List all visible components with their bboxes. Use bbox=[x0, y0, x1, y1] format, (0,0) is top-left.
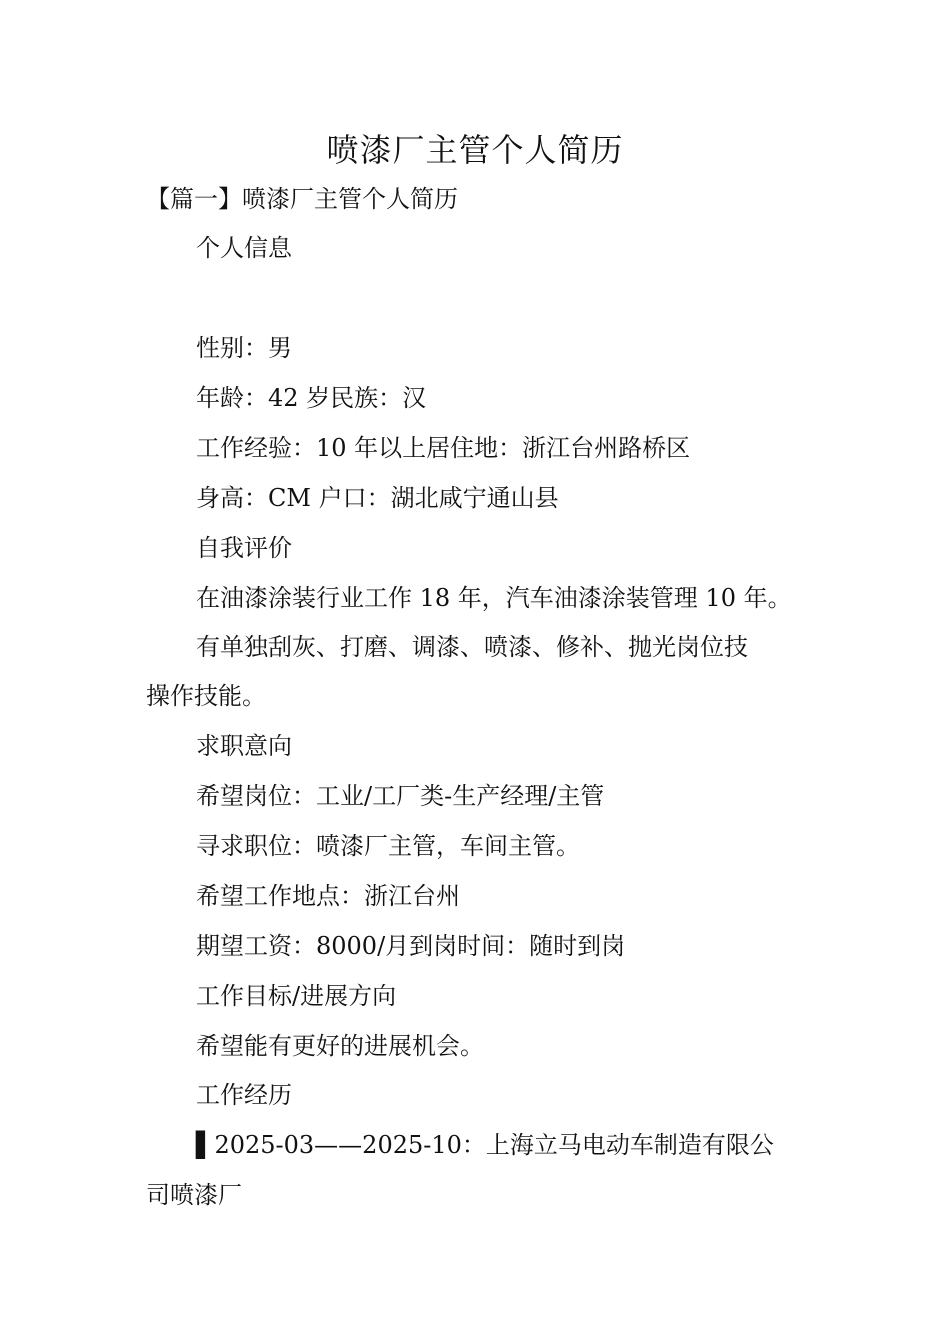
work-history-heading: 工作经历 bbox=[196, 1081, 292, 1109]
gender-line: 性别：男 bbox=[196, 334, 292, 362]
experience-residence-line: 工作经验：10 年以上居住地：浙江台州路桥区 bbox=[196, 434, 691, 462]
seeking-position-line: 寻求职位：喷漆厂主管，车间主管。 bbox=[196, 832, 580, 860]
work-entry-line-continued: 司喷漆厂 bbox=[146, 1181, 242, 1209]
desired-position-line: 希望岗位：工业/工厂类-生产经理/主管 bbox=[196, 782, 605, 810]
personal-info-heading: 个人信息 bbox=[196, 234, 292, 262]
section-heading: 【篇一】喷漆厂主管个人简历 bbox=[146, 185, 458, 213]
career-goal-text: 希望能有更好的进展机会。 bbox=[196, 1032, 484, 1060]
career-goal-heading: 工作目标/进展方向 bbox=[196, 982, 397, 1010]
self-evaluation-text-2: 有单独刮灰、打磨、调漆、喷漆、修补、抛光岗位技 bbox=[196, 633, 748, 661]
desired-location-line: 希望工作地点：浙江台州 bbox=[196, 882, 460, 910]
age-ethnicity-line: 年龄：42 岁民族：汉 bbox=[196, 384, 427, 412]
self-evaluation-text-2-continued: 操作技能。 bbox=[146, 682, 266, 710]
self-evaluation-text-1: 在油漆涂装行业工作 18 年，汽车油漆涂装管理 10 年。 bbox=[196, 584, 792, 612]
salary-arrival-line: 期望工资：8000/月到岗时间：随时到岗 bbox=[196, 932, 626, 960]
job-intent-heading: 求职意向 bbox=[196, 732, 292, 760]
work-entry-line: ▌2025-03——2025-10：上海立马电动车制造有限公 bbox=[196, 1131, 774, 1159]
document-title: 喷漆厂主管个人简历 bbox=[326, 131, 624, 169]
self-evaluation-heading: 自我评价 bbox=[196, 534, 292, 562]
height-hukou-line: 身高：CM 户口：湖北咸宁通山县 bbox=[196, 484, 559, 512]
